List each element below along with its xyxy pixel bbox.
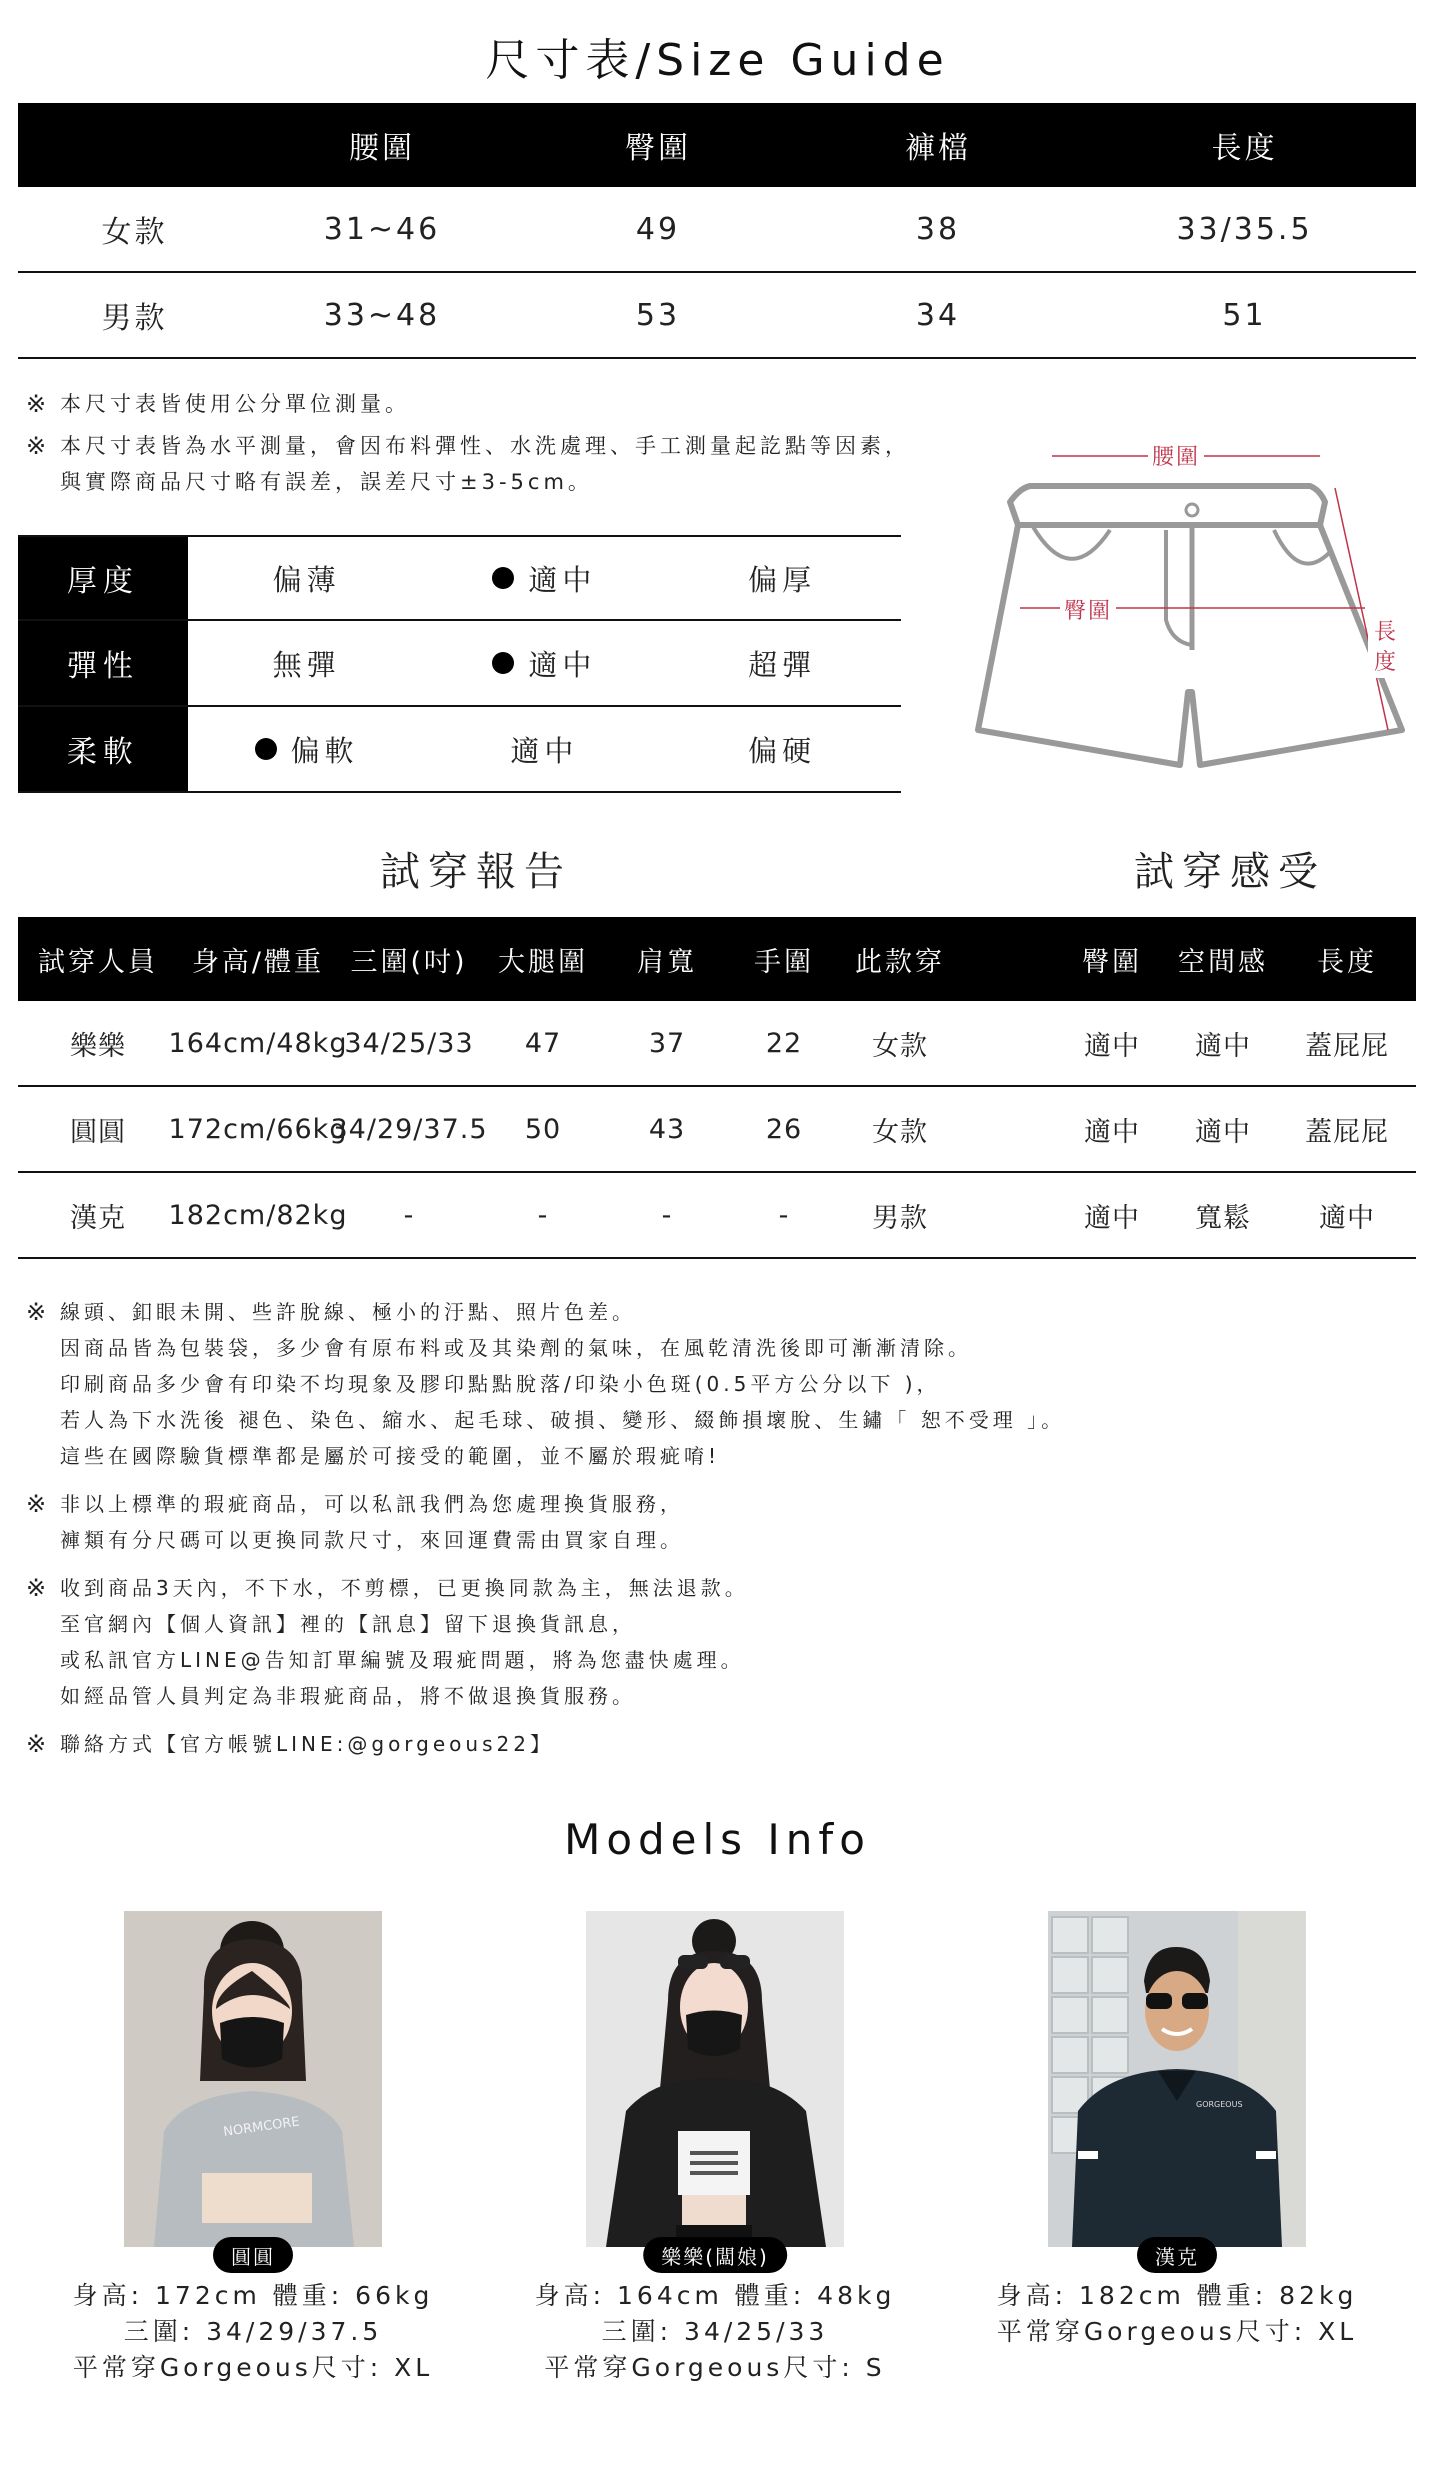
note-line: 褲類有分尺碼可以更換同款尺寸，來回運費需由買家自理。 <box>60 1528 684 1552</box>
feeling-cell: 適中 <box>1195 1030 1251 1062</box>
size-cell: 女款 <box>101 215 168 250</box>
feeling-table-header <box>1056 917 1416 1001</box>
model-photo <box>586 1911 844 2247</box>
note-line: 或私訊官方LINE@告知訂單編號及瑕疵問題，將為您盡快處理。 <box>60 1648 745 1672</box>
policy-notes <box>26 1294 1416 1762</box>
size-header-cell: 長度 <box>1211 131 1278 166</box>
table-row <box>18 187 1416 273</box>
note-mark: ※ <box>26 390 51 418</box>
attribute-option: 適中 <box>510 733 579 768</box>
attribute-option: 偏硬 <box>748 733 817 768</box>
report-header-cell: 大腿圍 <box>498 946 588 978</box>
feeling-cell: 適中 <box>1084 1030 1140 1062</box>
attribute-label: 彈性 <box>18 621 188 705</box>
model-name-tag: 樂樂(闆娘) <box>643 2237 787 2273</box>
attribute-option: 偏薄 <box>272 562 341 597</box>
feeling-cell: 適中 <box>1084 1116 1140 1148</box>
selected-dot-icon <box>492 567 514 589</box>
model-info: 身高: 172cm 體重: 66kg 三圍: 34/29/37.5 平常穿Gorgeous尺寸: XL <box>72 2281 434 2382</box>
report-table-header <box>18 917 1060 1001</box>
feeling-cell: 蓋屁屁 <box>1305 1116 1389 1148</box>
report-cell: 女款 <box>872 1116 928 1148</box>
attribute-label: 厚度 <box>18 537 188 619</box>
note-mark: ※ <box>26 432 51 460</box>
report-cell: 172cm/66kg <box>168 1113 348 1145</box>
note-mark: ※ <box>26 1298 51 1326</box>
hip-label: 臀圍 <box>1060 594 1116 625</box>
size-table <box>18 103 1416 359</box>
report-cell: 26 <box>765 1113 803 1145</box>
attribute-option: 偏軟 <box>188 707 426 791</box>
report-cell: - <box>403 1199 415 1231</box>
attribute-option: 適中 <box>426 621 664 705</box>
note-line: 至官網內【個人資訊】裡的【訊息】留下退換貨訊息， <box>60 1612 636 1636</box>
note-line: 因商品皆為包裝袋，多少會有原布料或及其染劑的氣味，在風乾清洗後即可漸漸清除。 <box>60 1336 972 1360</box>
feeling-header-cell: 臀圍 <box>1082 946 1142 978</box>
size-cell: 49 <box>635 211 681 247</box>
size-cell: 51 <box>1222 297 1267 333</box>
shorts-measurement-diagram <box>960 430 1420 790</box>
attribute-row <box>18 621 901 707</box>
report-cell: 43 <box>648 1113 686 1145</box>
model-card <box>586 1911 844 2269</box>
report-header-cell: 手圍 <box>754 946 814 978</box>
note-line: ※ 收到商品3天內，不下水，不剪標，已更換同款為主，無法退款。 <box>26 1570 1416 1606</box>
size-header-cell <box>18 103 251 187</box>
report-cell: 樂樂 <box>70 1030 126 1062</box>
note-line: ※ 線頭、釦眼未開、些許脫線、極小的汙點、照片色差。 <box>26 1294 1416 1330</box>
feeling-table-body <box>1056 1001 1416 1259</box>
feeling-cell: 適中 <box>1084 1202 1140 1234</box>
report-cell: 34/25/33 <box>344 1027 474 1059</box>
size-cell: 31~46 <box>323 211 441 247</box>
report-cell: 164cm/48kg <box>168 1027 348 1059</box>
size-cell: 33~48 <box>323 297 441 333</box>
feeling-cell: 寬鬆 <box>1195 1202 1251 1234</box>
note-line: ※ 聯絡方式【官方帳號LINE:@gorgeous22】 <box>26 1726 1416 1762</box>
report-cell: 182cm/82kg <box>168 1199 348 1231</box>
note-mark: ※ <box>26 1574 51 1602</box>
report-cell: 漢克 <box>70 1202 126 1234</box>
report-cell: 圓圓 <box>70 1116 126 1148</box>
model-photo <box>1048 1911 1306 2247</box>
report-cell: 37 <box>648 1027 686 1059</box>
note-line: 與實際商品尺寸略有誤差，誤差尺寸±3-5cm。 <box>60 470 593 494</box>
attribute-label: 柔軟 <box>18 707 188 791</box>
note-line: 如經品管人員判定為非瑕疵商品，將不做退換貨服務。 <box>60 1684 636 1708</box>
report-header-cell: 試穿人員 <box>38 946 158 978</box>
note-line: 若人為下水洗後 褪色、染色、縮水、起毛球、破損、變形、綴飾損壞脫、生鏽「 恕不受理 」。 <box>60 1408 1066 1432</box>
note-line: ※ 非以上標準的瑕疵商品，可以私訊我們為您處理換貨服務， <box>26 1486 1416 1522</box>
size-header-cell: 臀圍 <box>625 131 691 166</box>
feeling-cell: 適中 <box>1195 1116 1251 1148</box>
note-line: ※ 本尺寸表皆為水平測量，會因布料彈性、水洗處理、手工測量起訖點等因素， <box>26 428 986 464</box>
svg-text:NORMCORE: NORMCORE <box>222 2114 301 2140</box>
table-row <box>1056 1173 1416 1259</box>
attribute-option: 適中 <box>426 537 664 619</box>
report-cell: 34/29/37.5 <box>330 1113 488 1145</box>
table-row <box>18 273 1416 359</box>
model-info: 身高: 164cm 體重: 48kg 三圍: 34/25/33 平常穿Gorgeous尺寸: S <box>534 2281 896 2382</box>
model-name-tag: 漢克 <box>1137 2237 1217 2273</box>
table-row <box>18 1001 1060 1087</box>
note-line: 印刷商品多少會有印染不均現象及膠印點點脫落/印染小色斑(0.5平方公分以下 )， <box>60 1372 941 1396</box>
selected-dot-icon <box>492 652 514 674</box>
models-title: Models Info <box>564 1815 871 1864</box>
size-header-cell: 腰圍 <box>349 131 415 166</box>
feeling-header-cell: 長度 <box>1317 946 1377 978</box>
model-photo <box>124 1911 382 2247</box>
size-cell: 38 <box>915 211 961 247</box>
table-row <box>1056 1087 1416 1173</box>
waist-label: 腰圍 <box>1148 440 1204 471</box>
table-row <box>1056 1001 1416 1087</box>
size-guide-title: 尺寸表/Size Guide <box>485 35 950 86</box>
attribute-row <box>18 535 901 621</box>
attribute-option: 超彈 <box>748 647 817 682</box>
report-cell: - <box>537 1199 549 1231</box>
report-header-cell: 肩寬 <box>637 946 697 978</box>
size-cell: 男款 <box>101 301 168 336</box>
attribute-option: 無彈 <box>272 647 341 682</box>
report-table-body <box>18 1001 1060 1259</box>
report-cell: 女款 <box>872 1030 928 1062</box>
model-name-tag: 圓圓 <box>213 2237 293 2273</box>
note-line: 這些在國際驗貨標準都是屬於可接受的範圍，並不屬於瑕疵唷! <box>60 1444 721 1468</box>
note-line: ※ 本尺寸表皆使用公分單位測量。 <box>26 386 986 422</box>
report-cell: 男款 <box>872 1202 928 1234</box>
length-label: 長度 <box>1368 618 1404 678</box>
feeling-header-cell: 空間感 <box>1178 946 1268 978</box>
report-cell: 22 <box>765 1027 803 1059</box>
report-header-cell: 三圍(吋) <box>350 946 468 978</box>
note-mark: ※ <box>26 1730 51 1758</box>
table-row <box>18 1087 1060 1173</box>
feeling-cell: 適中 <box>1319 1202 1375 1234</box>
model-card <box>1048 1911 1306 2269</box>
shorts-icon <box>960 430 1420 790</box>
report-cell: - <box>661 1199 673 1231</box>
size-cell: 34 <box>915 297 961 333</box>
model-info: 身高: 182cm 體重: 82kg 平常穿Gorgeous尺寸: XL <box>996 2281 1358 2346</box>
report-header-cell: 身高/體重 <box>191 946 325 978</box>
note-mark: ※ <box>26 1490 51 1518</box>
size-header-cell: 褲檔 <box>905 131 971 166</box>
size-table-header <box>18 103 1416 187</box>
selected-dot-icon <box>255 738 277 760</box>
fabric-attribute-table <box>18 535 901 793</box>
attribute-row <box>18 707 901 793</box>
size-cell: 53 <box>635 297 681 333</box>
report-cell: - <box>778 1199 790 1231</box>
report-header-cell: 此款穿 <box>855 946 945 978</box>
table-row <box>18 1173 1060 1259</box>
report-cell: 47 <box>524 1027 562 1059</box>
feeling-title: 試穿感受 <box>1134 849 1326 895</box>
attribute-option: 偏厚 <box>748 562 817 597</box>
feeling-cell: 蓋屁屁 <box>1305 1030 1389 1062</box>
model-card <box>124 1911 382 2269</box>
size-cell: 33/35.5 <box>1176 211 1313 247</box>
report-title: 試穿報告 <box>380 849 572 895</box>
svg-text:GORGEOUS: GORGEOUS <box>1196 2100 1243 2109</box>
report-cell: 50 <box>524 1113 562 1145</box>
size-notes <box>26 386 986 500</box>
